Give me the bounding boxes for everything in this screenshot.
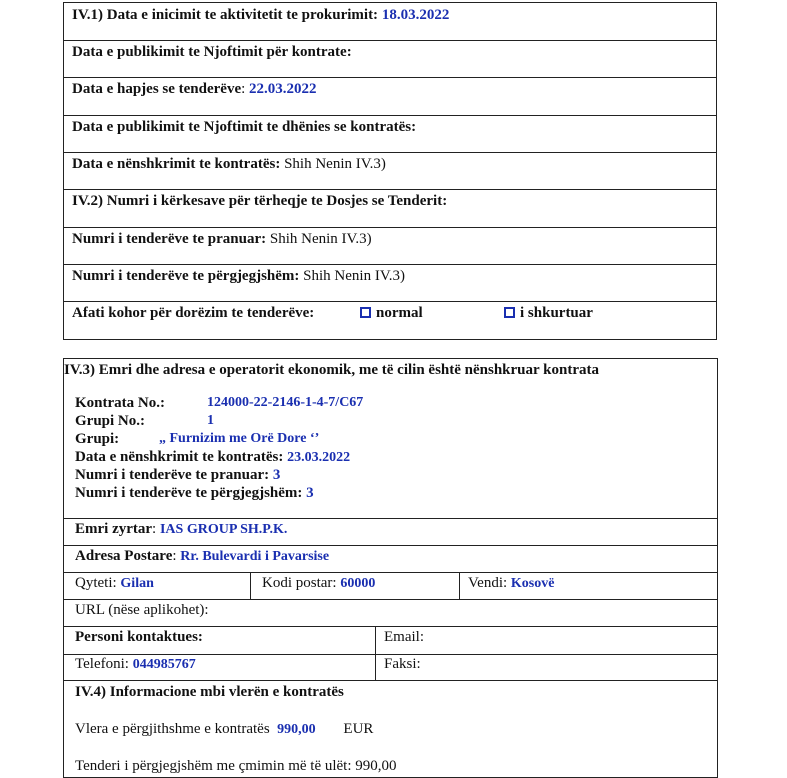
country-cell bbox=[468, 574, 554, 593]
responsive-tenders-label: Numri i tenderëve te përgjegjshëm: bbox=[72, 268, 300, 284]
responsive-value: 3 bbox=[306, 485, 314, 501]
initiation-date-label: IV.1) Data e inicimit te aktivitetit te prokurimit: bbox=[72, 7, 379, 23]
sign-date-row bbox=[75, 448, 350, 467]
signing-date-label: Data e nënshkrimit te kontratës: bbox=[72, 156, 281, 172]
total-value-row bbox=[75, 720, 373, 739]
postal-address-label: Adresa Postare bbox=[75, 548, 173, 564]
responsive-label: Numri i tenderëve te përgjegjshëm: bbox=[75, 485, 303, 501]
procurement-dates-table bbox=[63, 2, 717, 340]
official-name-value: IAS GROUP SH.P.K. bbox=[159, 522, 288, 537]
lowest-price-line: Tenderi i përgjegjshëm me çmimin më të ulët: 990,00 bbox=[75, 758, 397, 774]
economic-operator-table bbox=[63, 358, 718, 778]
total-value-currency: EUR bbox=[343, 721, 374, 737]
tender-opening-row: Data e hapjes se tenderëve: 22.03.2022 bbox=[72, 81, 317, 97]
official-name-row: Emri zyrtar: IAS GROUP SH.P.K. bbox=[75, 521, 288, 537]
deadline-label: Afati kohor për dorëzim te tenderëve: bbox=[72, 305, 315, 321]
initiation-date-value: 18.03.2022 bbox=[381, 7, 450, 23]
sign-date-value: 23.03.2022 bbox=[287, 450, 351, 465]
official-name-label: Emri zyrtar bbox=[75, 521, 153, 537]
city-label: Qyteti: bbox=[75, 575, 117, 591]
group-no-label: Grupi No.: bbox=[75, 413, 146, 429]
received-row bbox=[75, 466, 280, 484]
country-value: Kosovë bbox=[510, 576, 555, 591]
received-tenders-label: Numri i tenderëve te pranuar: bbox=[72, 231, 267, 247]
dossier-requests-label: IV.2) Numri i kërkesave për tërheqje te Dosjes se Tenderit: bbox=[72, 193, 448, 209]
contact-rows bbox=[64, 626, 717, 680]
city-value: Gilan bbox=[120, 576, 154, 591]
short-option-label: i shkurtuar bbox=[520, 305, 593, 321]
deadline-normal-option[interactable] bbox=[360, 304, 423, 322]
received-label: Numri i tenderëve te pranuar: bbox=[75, 467, 270, 483]
responsive-row bbox=[75, 484, 314, 502]
contract-no-value: 124000-22-2146-1-4-7/C67 bbox=[207, 395, 364, 410]
responsive-tenders-value: Shih Nenin IV.3) bbox=[303, 268, 405, 284]
deadline-short-option[interactable] bbox=[504, 304, 593, 322]
received-tenders-row bbox=[72, 230, 372, 248]
contract-notice-date-label: Data e publikimit te Njoftimit për kontrate: bbox=[72, 44, 352, 60]
received-tenders-value: Shih Nenin IV.3) bbox=[269, 231, 372, 247]
tender-opening-label: Data e hapjes se tenderëve bbox=[72, 81, 242, 97]
phone-cell bbox=[75, 655, 196, 674]
operator-section-title: IV.3) Emri dhe adresa e operatorit ekonomik, me të cilin është nënshkruar kontrata bbox=[64, 362, 599, 378]
fax-label: Faksi: bbox=[384, 656, 421, 672]
postal-code-label: Kodi postar: bbox=[262, 575, 337, 591]
total-value-label: Vlera e përgjithshme e kontratës bbox=[75, 721, 270, 737]
group-label: Grupi: bbox=[75, 431, 120, 447]
city-row bbox=[64, 572, 717, 599]
contract-value-title: IV.4) Informacione mbi vlerën e kontratës bbox=[75, 684, 344, 700]
normal-checkbox[interactable] bbox=[360, 307, 371, 318]
phone-value: 044985767 bbox=[132, 657, 196, 672]
signing-date-value: Shih Nenin IV.3) bbox=[284, 156, 386, 172]
short-checkbox[interactable] bbox=[504, 307, 515, 318]
group-no-value: 1 bbox=[207, 413, 214, 428]
email-label: Email: bbox=[384, 629, 424, 645]
city-cell bbox=[75, 574, 154, 593]
country-label: Vendi: bbox=[468, 575, 508, 591]
group-value: „ Furnizim me Orë Dore ‘’ bbox=[159, 431, 320, 446]
responsive-tenders-row bbox=[72, 267, 405, 285]
postal-address-value: Rr. Bulevardi i Pavarsise bbox=[180, 549, 330, 564]
total-value-amount: 990,00 bbox=[277, 722, 316, 737]
initiation-date-row bbox=[72, 6, 449, 24]
signing-date-row bbox=[72, 155, 386, 173]
phone-label: Telefoni: bbox=[75, 656, 129, 672]
postal-code-value: 60000 bbox=[340, 576, 376, 591]
award-notice-date-label: Data e publikimit te Njoftimit te dhënies se kontratës: bbox=[72, 119, 417, 135]
url-label: URL (nëse aplikohet): bbox=[75, 602, 209, 618]
contact-person-label: Personi kontaktues: bbox=[75, 629, 203, 645]
tender-opening-value: 22.03.2022 bbox=[249, 81, 317, 97]
postal-code-cell bbox=[262, 574, 375, 593]
received-value: 3 bbox=[272, 467, 281, 483]
contract-no-label: Kontrata No.: bbox=[75, 395, 165, 411]
normal-option-label: normal bbox=[376, 305, 423, 321]
postal-address-row: Adresa Postare: Rr. Bulevardi i Pavarsise bbox=[75, 548, 330, 564]
sign-date-label: Data e nënshkrimit te kontratës: bbox=[75, 449, 284, 465]
